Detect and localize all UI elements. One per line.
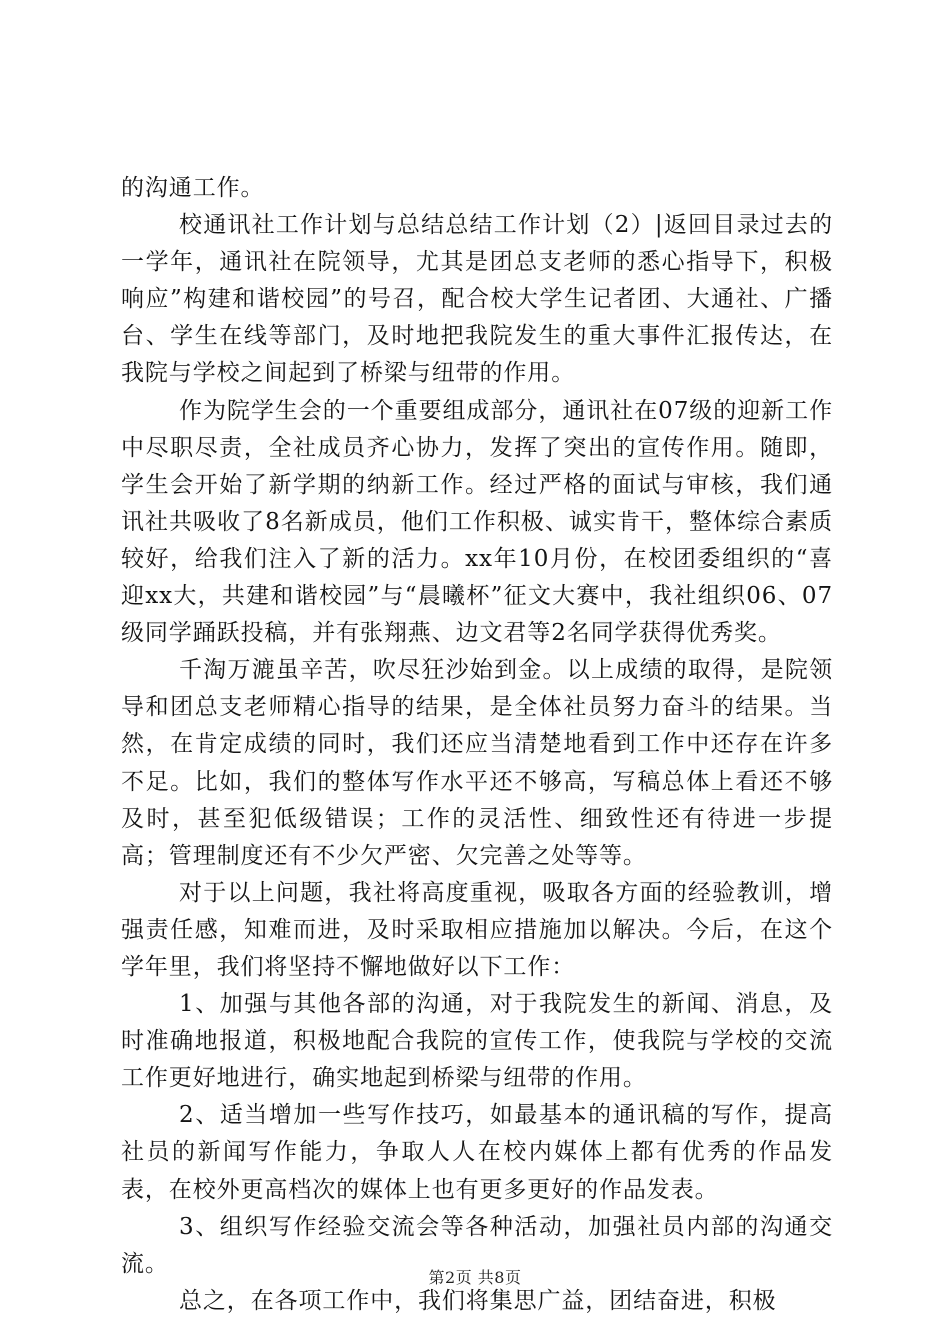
paragraph-plan-intro: 对于以上问题，我社将高度重视，吸取各方面的经验教训，增强责任感，知难而进，及时采取相应措施加以解决。今后，在这个学年里，我们将坚持不懈地做好以下工作： <box>121 879 833 980</box>
paragraph-shortcomings: 千淘万漉虽辛苦，吹尽狂沙始到金。以上成绩的取得，是院领导和团总支老师精心指导的结果，是全体社员努力奋斗的结果。当然，在肯定成绩的同时，我们还应当清楚地看到工作中还存在许多不足。比如，我们的整体写作水平还不够高，写稿总体上看还不够及时，甚至犯低级错误；工作的灵活性、细致性还有待进一步提高；管理制度还有不少欠严密、欠完善之处等等。 <box>121 657 833 869</box>
page-number-footer: 第2页 共8页 <box>428 1268 522 1287</box>
plan-item-2: 2、适当增加一些写作技巧，如最基本的通讯稿的写作，提高社员的新闻写作能力，争取人人在校内媒体上都有优秀的作品发表，在校外更高档次的媒体上也有更多更好的作品发表。 <box>121 1102 833 1203</box>
plan-item-1: 1、加强与其他各部的沟通，对于我院发生的新闻、消息，及时准确地报道，积极地配合我院的宣传工作，使我院与学校的交流工作更好地进行，确实地起到桥梁与纽带的作用。 <box>121 991 833 1092</box>
paragraph-summary: 总之，在各项工作中，我们将集思广益，团结奋进，积极 <box>179 1287 777 1314</box>
document-body <box>121 170 833 1320</box>
plan-item-3: 3、组织写作经验交流会等各种活动，加强社员内部的沟通交流。 <box>121 1213 833 1277</box>
paragraph-achievements: 作为院学生会的一个重要组成部分，通讯社在07级的迎新工作中尽职尽责，全社成员齐心协力，发挥了突出的宣传作用。随即，学生会开始了新学期的纳新工作。经过严格的面试与审核，我们通讯社共吸收了8名新成员，他们工作积极、诚实肯干，整体综合素质较好，给我们注入了新的活力。xx年10月份，在校团委组织的“喜迎xx大，共建和谐校园”与“晨曦杯”征文大赛中，我社组织06、07级同学踊跃投稿，并有张翔燕、边文君等2名同学获得优秀奖。 <box>121 397 833 647</box>
paragraph-continuation: 的沟通工作。 <box>121 175 265 201</box>
paragraph-intro: 校通讯社工作计划与总结总结工作计划（2）|返回目录过去的一学年，通讯社在院领导，尤其是团总支老师的悉心指导下，积极响应”构建和谐校园”的号召，配合校大学生记者团、大通社、广播台、学生在线等部门，及时地把我院发生的重大事件汇报传达，在我院与学校之间起到了桥梁与纽带的作用。 <box>121 212 833 387</box>
